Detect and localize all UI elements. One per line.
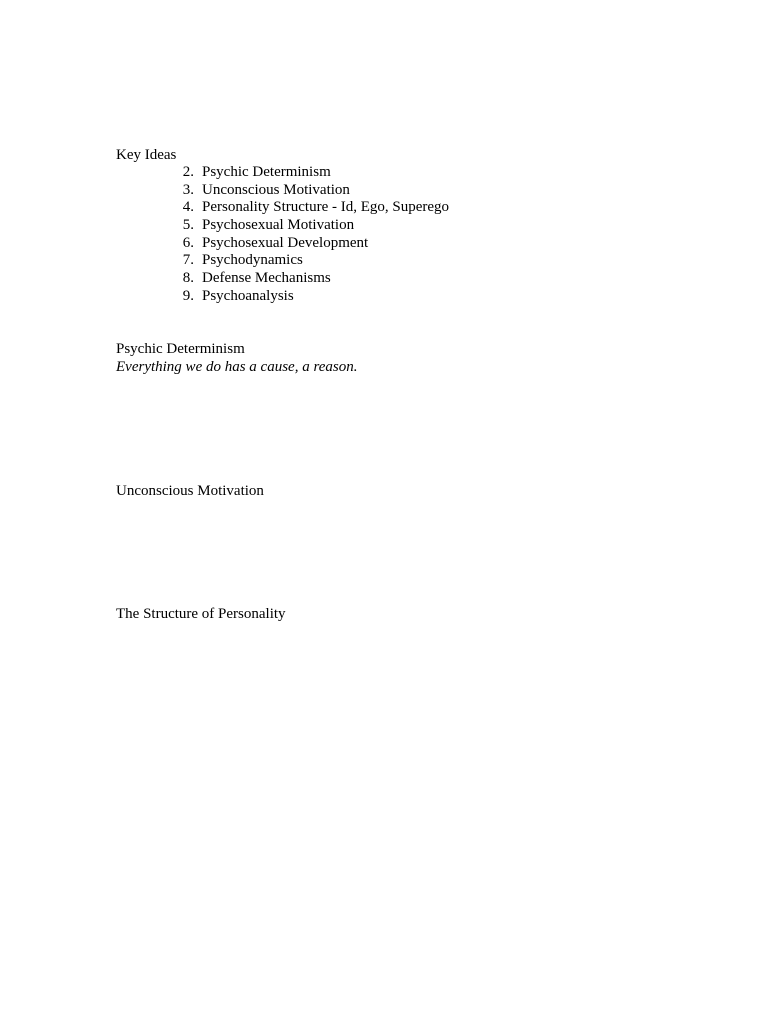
structure-of-personality-heading: The Structure of Personality xyxy=(116,606,286,622)
list-item-number: 9. xyxy=(182,287,194,304)
unconscious-motivation-heading: Unconscious Motivation xyxy=(116,483,264,499)
list-item-label: Personality Structure - Id, Ego, Superego xyxy=(202,199,450,216)
list-item-number: 6. xyxy=(182,234,194,251)
list-item-label: Psychosexual Motivation xyxy=(202,217,355,234)
key-ideas-heading: Key Ideas xyxy=(116,147,177,163)
list-item-number: 8. xyxy=(182,270,194,287)
list-item-number: 7. xyxy=(182,252,194,269)
list-item-label: Psychosexual Development xyxy=(202,234,369,251)
list-item-label: Psychoanalysis xyxy=(202,287,294,304)
list-item-number: 3. xyxy=(182,181,194,198)
list-item-number: 4. xyxy=(182,199,194,216)
list-item-label: Psychodynamics xyxy=(202,252,303,269)
list-item-label: Unconscious Motivation xyxy=(202,181,350,198)
list-item-number: 5. xyxy=(182,217,194,234)
list-item-number: 2. xyxy=(182,164,194,180)
psychic-determinism-text: Everything we do has a cause, a reason. xyxy=(116,359,358,375)
list-item-label: Defense Mechanisms xyxy=(202,270,331,287)
psychic-determinism-heading: Psychic Determinism xyxy=(116,341,245,357)
list-item-label: Psychic Determinism xyxy=(202,164,331,180)
